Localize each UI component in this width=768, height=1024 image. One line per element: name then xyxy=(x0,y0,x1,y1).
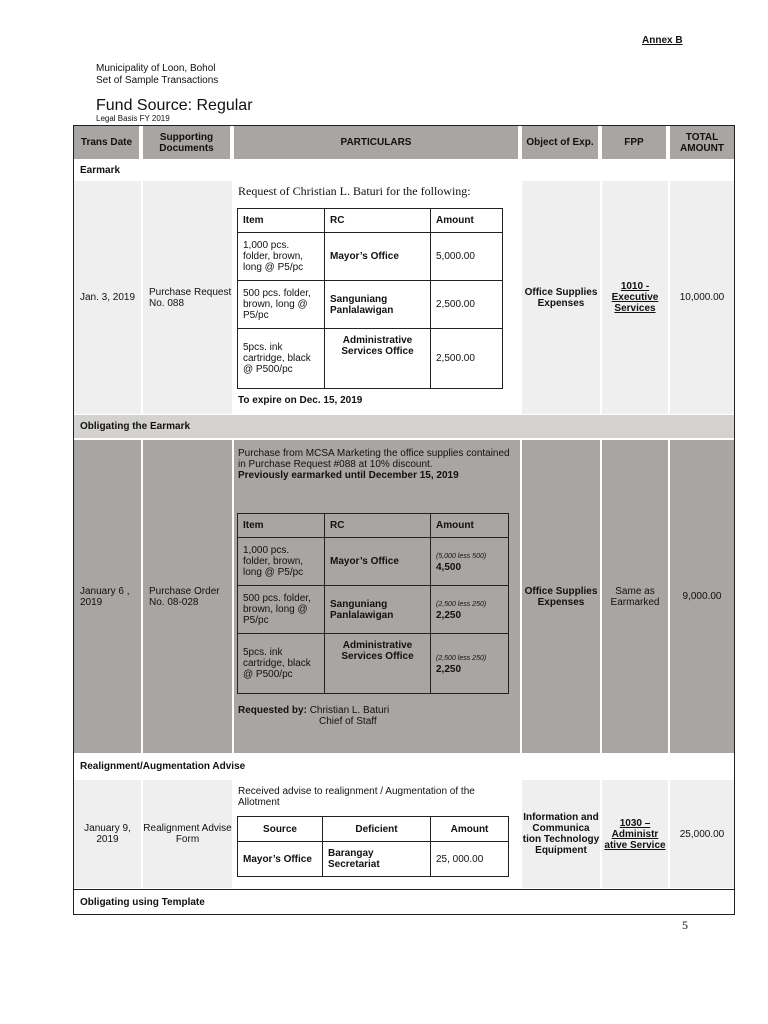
section-template: Obligating using Template xyxy=(74,889,734,914)
realignment-object: Information and Communica tion Technology Equipment xyxy=(522,780,600,888)
table-row xyxy=(238,281,503,329)
organization-info xyxy=(96,63,218,87)
rc-cell: Mayor’s Office xyxy=(325,538,431,586)
annex-label: Annex B xyxy=(642,35,683,46)
rc-cell: Sanguniang Panlalawigan xyxy=(325,586,431,634)
earmark-date: Jan. 3, 2019 xyxy=(74,181,141,414)
section-obligating: Obligating the Earmark xyxy=(74,415,734,438)
requested-by xyxy=(238,705,389,716)
header-fpp: FPP xyxy=(602,126,668,159)
requested-title: Chief of Staff xyxy=(319,716,377,727)
item-cell: 500 pcs. folder, brown, long @ P5/pc xyxy=(238,586,325,634)
obligating-col-amount: Amount xyxy=(431,514,509,538)
item-cell: 1,000 pcs. folder, brown, long @ P5/pc xyxy=(238,233,325,281)
item-cell: 1,000 pcs. folder, brown, long @ P5/pc xyxy=(238,538,325,586)
obligating-previous: Previously earmarked until December 15, 2019 xyxy=(238,470,459,481)
amount-cell: 5,000.00 xyxy=(431,233,503,281)
earmark-intro: Request of Christian L. Baturi for the following: xyxy=(238,184,471,198)
header-trans-date: Trans Date xyxy=(74,126,141,159)
realignment-total: 25,000.00 xyxy=(670,780,734,888)
earmark-object: Office Supplies Expenses xyxy=(522,181,600,414)
table-row xyxy=(238,538,509,586)
table-row xyxy=(238,634,509,694)
amount-value: 4,500 xyxy=(436,561,462,573)
earmark-doc: Purchase Request No. 088 xyxy=(143,181,232,414)
amount-cell xyxy=(431,538,509,586)
page-number: 5 xyxy=(682,918,688,932)
rc-cell: Administrative Services Office xyxy=(325,634,431,694)
rc-cell: Administrative Services Office xyxy=(325,329,431,389)
obligating-intro xyxy=(238,448,518,481)
amount-cell: 2,500.00 xyxy=(431,329,503,389)
realignment-date: January 9, 2019 xyxy=(74,780,141,888)
earmark-expire: To expire on Dec. 15, 2019 xyxy=(238,395,363,406)
realignment-doc: Realignment Advise Form xyxy=(143,780,232,888)
deficient-cell: Barangay Secretariat xyxy=(323,842,431,877)
obligating-col-item: Item xyxy=(238,514,325,538)
org-line-1: Municipality of Loon, Bohol xyxy=(96,63,216,74)
amount-note: (5,000 less 500) xyxy=(436,552,487,560)
amount-cell: 25, 000.00 xyxy=(431,842,509,877)
obligating-doc: Purchase Order No. 08-028 xyxy=(143,440,232,753)
source-cell: Mayor’s Office xyxy=(238,842,323,877)
legal-basis: Legal Basis FY 2019 xyxy=(96,114,170,123)
earmark-items-table xyxy=(237,208,503,389)
earmark-total: 10,000.00 xyxy=(670,181,734,414)
obligating-items-table xyxy=(237,513,509,694)
item-cell: 5pcs. ink cartridge, black @ P500/pc xyxy=(238,634,325,694)
obligating-col-rc: RC xyxy=(325,514,431,538)
earmark-col-item: Item xyxy=(238,209,325,233)
table-row xyxy=(238,842,509,877)
header-total-amount: TOTAL AMOUNT xyxy=(670,126,734,159)
item-cell: 5pcs. ink cartridge, black @ P500/pc xyxy=(238,329,325,389)
realignment-intro: Received advise to realignment / Augmentation of the Allotment xyxy=(238,786,475,808)
rc-cell: Mayor’s Office xyxy=(325,233,431,281)
rc-cell: Sanguniang Panlalawigan xyxy=(325,281,431,329)
earmark-col-rc: RC xyxy=(325,209,431,233)
obligating-fpp: Same as Earmarked xyxy=(602,440,668,753)
obligating-total: 9,000.00 xyxy=(670,440,734,753)
requested-name: Christian L. Baturi xyxy=(309,705,390,716)
obligating-date: January 6 , 2019 xyxy=(74,440,141,753)
amount-cell xyxy=(431,634,509,694)
realignment-col-deficient: Deficient xyxy=(323,817,431,842)
section-earmark: Earmark xyxy=(74,159,734,181)
realignment-fpp: 1030 – Administr ative Service xyxy=(602,780,668,888)
earmark-col-amount: Amount xyxy=(431,209,503,233)
earmark-fpp: 1010 - Executive Services xyxy=(602,181,668,414)
obligating-intro-text: Purchase from MCSA Marketing the office supplies contained in Purchase Request #088 at 10% discount. xyxy=(238,448,510,470)
amount-cell xyxy=(431,586,509,634)
fund-source-title: Fund Source: Regular xyxy=(96,97,253,114)
obligating-object: Office Supplies Expenses xyxy=(522,440,600,753)
header-supporting-docs: Supporting Documents xyxy=(143,126,232,159)
amount-cell: 2,500.00 xyxy=(431,281,503,329)
realignment-col-amount: Amount xyxy=(431,817,509,842)
section-realignment: Realignment/Augmentation Advise xyxy=(74,754,734,778)
realignment-col-source: Source xyxy=(238,817,323,842)
table-row xyxy=(238,233,503,281)
org-line-2: Set of Sample Transactions xyxy=(96,75,219,86)
realignment-table xyxy=(237,816,509,877)
amount-note: (2,500 less 250) xyxy=(436,654,487,662)
amount-value: 2,250 xyxy=(436,663,462,675)
amount-note: (2,500 less 250) xyxy=(436,600,487,608)
table-row xyxy=(238,586,509,634)
table-row xyxy=(238,329,503,389)
requested-label: Requested by: xyxy=(238,705,307,716)
header-particulars: PARTICULARS xyxy=(234,126,520,159)
header-object-of-exp: Object of Exp. xyxy=(522,126,600,159)
amount-value: 2,250 xyxy=(436,609,462,621)
item-cell: 500 pcs. folder, brown, long @ P5/pc xyxy=(238,281,325,329)
